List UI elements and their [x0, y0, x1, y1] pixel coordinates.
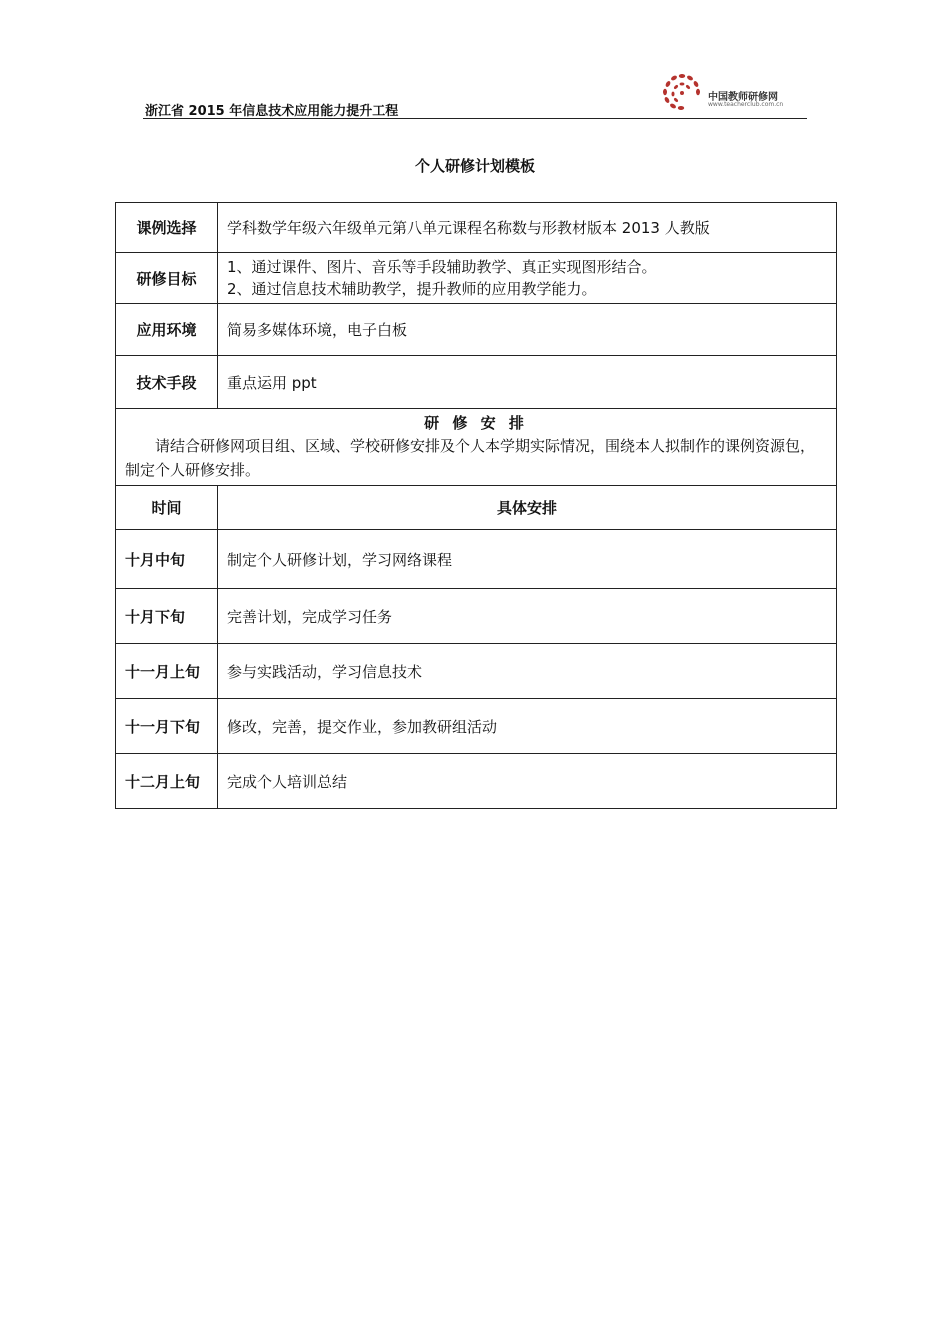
row-label: 技术手段 [116, 356, 218, 409]
table-row [116, 589, 837, 644]
row-label: 课例选择 [116, 203, 218, 253]
schedule-detail: 参与实践活动，学习信息技术 [218, 644, 837, 699]
row-label: 研修目标 [116, 253, 218, 304]
row-label: 应用环境 [116, 304, 218, 356]
schedule-time: 十二月上旬 [116, 754, 218, 809]
logo [658, 70, 808, 116]
schedule-detail: 完成个人培训总结 [218, 754, 837, 809]
header-title: 浙江省 2015 年信息技术应用能力提升工程 [145, 104, 399, 119]
goal-line: 1、通过课件、图片、音乐等手段辅助教学、真正实现图形结合。 [227, 258, 657, 276]
row-value: 重点运用 ppt [218, 356, 837, 409]
document-title: 个人研修计划模板 [414, 157, 535, 175]
goal-line: 2、通过信息技术辅助教学，提升教师的应用教学能力。 [227, 280, 597, 298]
schedule-detail: 制定个人研修计划，学习网络课程 [218, 530, 837, 589]
header-rule [143, 118, 807, 119]
row-value [218, 253, 837, 304]
arrangement-section [116, 409, 837, 486]
table-row [116, 699, 837, 754]
schedule-time: 十一月上旬 [116, 644, 218, 699]
logo-name: 中国教师研修网 [708, 92, 778, 103]
schedule-detail: 修改，完善，提交作业，参加教研组活动 [218, 699, 837, 754]
plan-table [115, 202, 837, 809]
schedule-time: 十月中旬 [116, 530, 218, 589]
schedule-detail: 完善计划，完成学习任务 [218, 589, 837, 644]
table-row [116, 530, 837, 589]
table-row [116, 486, 837, 530]
table-row [116, 203, 837, 253]
table-row [116, 356, 837, 409]
column-header-detail: 具体安排 [218, 486, 837, 530]
table-row [116, 754, 837, 809]
schedule-time: 十一月下旬 [116, 699, 218, 754]
row-value: 简易多媒体环境，电子白板 [218, 304, 837, 356]
column-header-time: 时间 [116, 486, 218, 530]
row-value: 学科数学年级六年级单元第八单元课程名称数与形教材版本 2013 人教版 [218, 203, 837, 253]
table-row [116, 253, 837, 304]
table-row [116, 304, 837, 356]
table-row [116, 409, 837, 486]
schedule-time: 十月下旬 [116, 589, 218, 644]
arrangement-heading: 研 修 安 排 [424, 414, 528, 432]
logo-swirl-icon [658, 70, 706, 116]
arrangement-intro: 请结合研修网项目组、区域、学校研修安排及个人本学期实际情况，围绕本人拟制作的课例资源包，制定个人研修安排。 [125, 437, 816, 479]
table-row [116, 644, 837, 699]
logo-url: www.teacherclub.com.cn [708, 101, 784, 108]
